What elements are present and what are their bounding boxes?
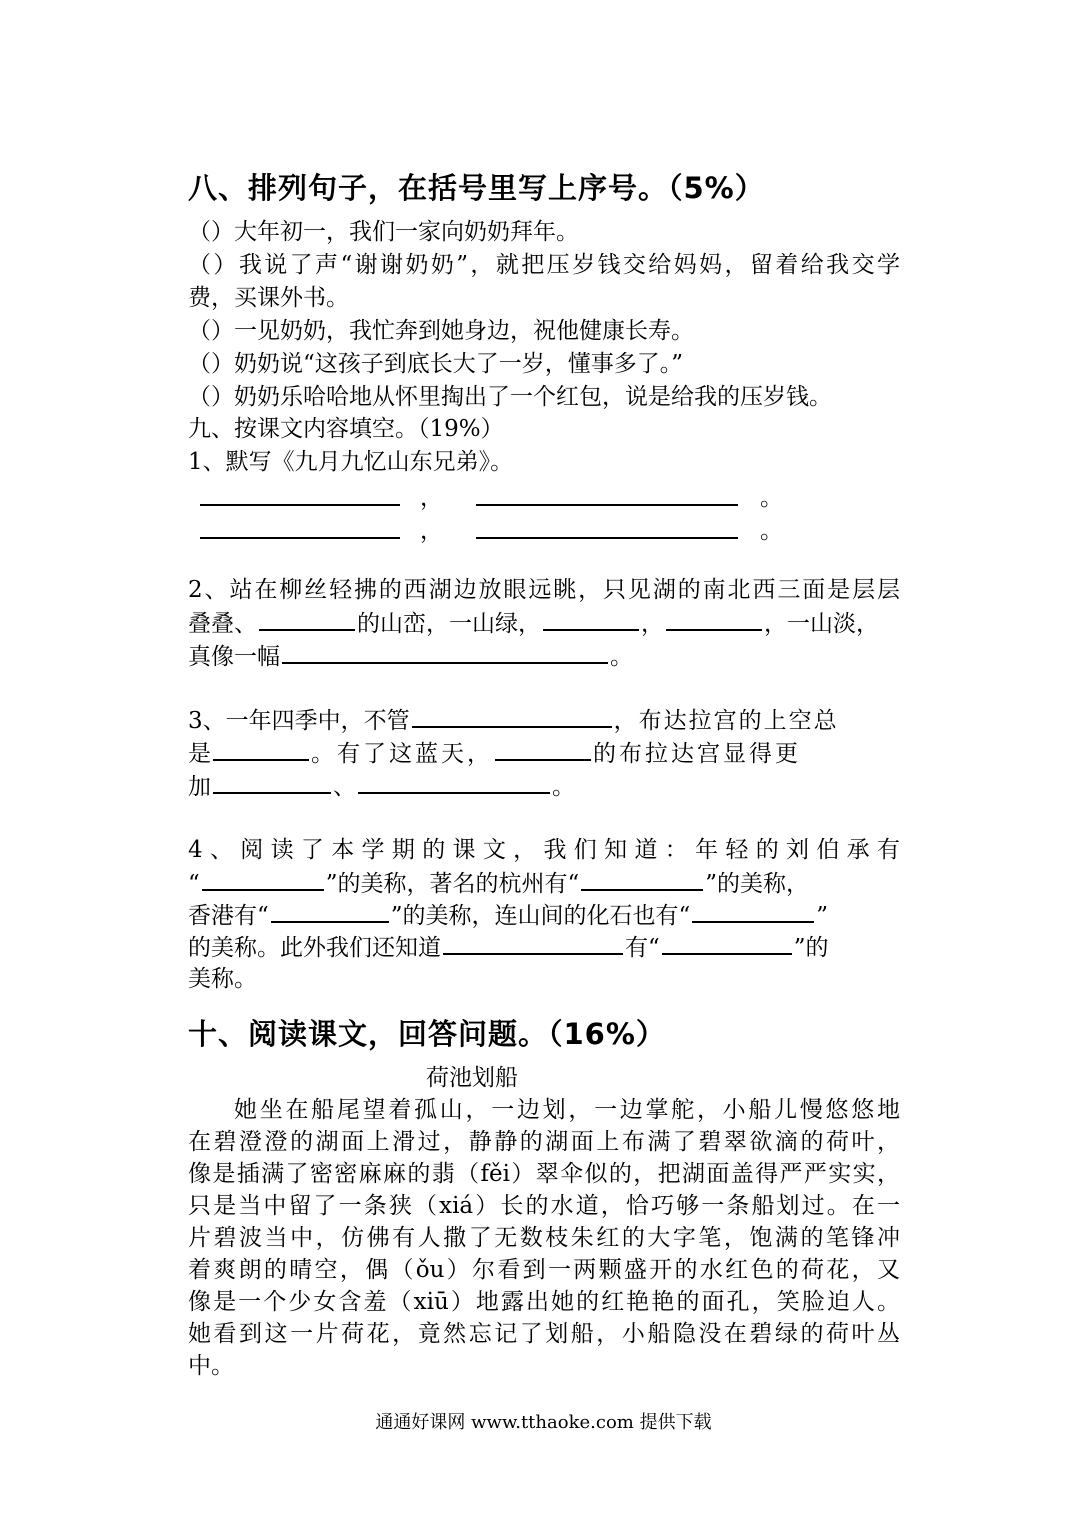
q4-blank-4[interactable] — [692, 899, 814, 923]
passage-line: 她坐在船尾望着孤山，一边划，一边掌舵，小船儿慢悠悠地 — [234, 1097, 900, 1123]
passage-line: 在碧澄澄的湖面上滑过，静静的湖面上布满了碧翠欲滴的荷叶， — [188, 1129, 900, 1155]
poem-blank-3[interactable] — [200, 537, 400, 539]
q4-line-2: “ ”的美称，著名的杭州有“ ”的美称， — [188, 867, 809, 901]
passage-line: 着爽朗的晴空，偶（ǒu）尔看到一两颗盛开的水红色的荷花，又 — [188, 1257, 900, 1283]
poem-period: 。 — [760, 485, 783, 511]
q3-blank-5[interactable] — [358, 770, 550, 794]
q2-blank-1[interactable] — [259, 607, 355, 631]
q3-blank-1[interactable] — [412, 704, 612, 728]
section-9-title: 九、按课文内容填空。（19%） — [188, 416, 504, 442]
q2-line-2: 叠叠、 的山峦，一山绿， ， ，一山淡， — [188, 607, 879, 641]
passage-line: 片碧波当中，仿佛有人撒了无数枝朱红的大字笔，饱满的笔锋冲 — [188, 1225, 900, 1251]
q4-blank-3[interactable] — [271, 899, 389, 923]
poem-comma: ， — [420, 485, 443, 511]
sentence-item: （）一见奶奶，我忙奔到她身边，祝他健康长寿。 — [188, 318, 694, 344]
q3-blank-3[interactable] — [495, 737, 591, 761]
q4-blank-5[interactable] — [443, 931, 623, 955]
q4-line-4: 的美称。此外我们还知道 有“ ”的 — [188, 931, 829, 965]
passage-title: 荷池划船 — [426, 1065, 518, 1091]
q2-blank-3[interactable] — [666, 607, 762, 631]
poem-comma: ， — [420, 518, 443, 544]
q3-line-3: 加 、 。 — [188, 770, 575, 804]
q1-prompt: 1、默写《九月九忆山东兄弟》。 — [188, 449, 514, 475]
q2-line-3: 真像一幅 。 — [188, 640, 633, 674]
q2-blank-2[interactable] — [543, 607, 639, 631]
poem-blank-1[interactable] — [200, 504, 400, 506]
q3-blank-4[interactable] — [213, 770, 331, 794]
sentence-item: （）我说了声“谢谢奶奶”，就把压岁钱交给妈妈，留着给我交学 — [188, 252, 900, 278]
q2-line-1: 2、站在柳丝轻拂的西湖边放眼远眺，只见湖的南北西三面是层层 — [188, 577, 900, 603]
q4-line-1: 4、阅读了本学期的课文，我们知道：年轻的刘伯承有 — [188, 837, 900, 863]
q4-blank-2[interactable] — [581, 867, 703, 891]
q3-blank-2[interactable] — [213, 737, 309, 761]
poem-blank-2[interactable] — [476, 504, 738, 506]
sentence-item: （）奶奶乐哈哈地从怀里掏出了一个红包，说是给我的压岁钱。 — [188, 384, 832, 410]
q4-line-5: 美称。 — [188, 966, 257, 992]
passage-line: 像是插满了密密麻麻的翡（fěi）翠伞似的，把湖面盖得严严实实， — [188, 1161, 900, 1187]
sentence-item: （）奶奶说“这孩子到底长大了一岁，懂事多了。” — [188, 351, 684, 377]
q3-line-2: 是 。有了这蓝天， 的布拉达宫显得更 — [188, 737, 801, 771]
passage-line: 中。 — [188, 1353, 234, 1379]
passage-line: 像是一个少女含羞（xiū）地露出她的红艳艳的面孔，笑脸迫人。 — [188, 1289, 900, 1315]
page-footer: 通通好课网 www.tthaoke.com 提供下载 — [375, 1412, 712, 1433]
poem-period: 。 — [760, 518, 783, 544]
q4-line-3: 香港有“ ”的美称，连山间的化石也有“ ” — [188, 899, 828, 933]
section-10-title: 十、阅读课文，回答问题。（16%） — [188, 1017, 666, 1051]
q3-line-1: 3、一年四季中，不管 ，布达拉宫的上空总 — [188, 704, 839, 738]
q4-blank-1[interactable] — [202, 867, 324, 891]
section-8-title: 八、排列句子，在括号里写上序号。（5%） — [188, 171, 765, 205]
q4-blank-6[interactable] — [662, 931, 792, 955]
passage-line: 她看到这一片荷花，竟然忘记了划船，小船隐没在碧绿的荷叶丛 — [188, 1321, 900, 1347]
passage-line: 只是当中留了一条狭（xiá）长的水道，恰巧够一条船划过。在一 — [188, 1193, 900, 1219]
sentence-item-continued: 费，买课外书。 — [188, 285, 349, 311]
q2-blank-4[interactable] — [282, 640, 608, 664]
sentence-item: （）大年初一，我们一家向奶奶拜年。 — [188, 219, 579, 245]
poem-blank-4[interactable] — [476, 537, 738, 539]
